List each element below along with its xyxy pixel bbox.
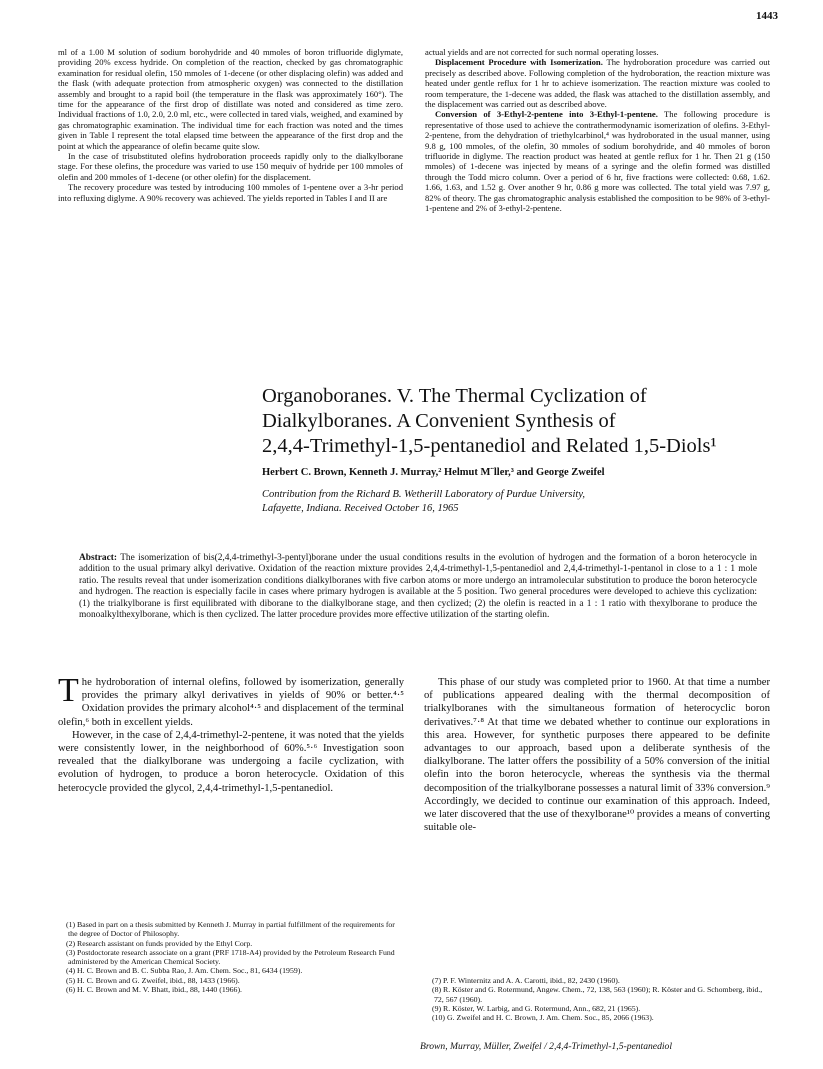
body-right-column bbox=[424, 676, 770, 834]
footnote: (4) H. C. Brown and B. C. Subba Rao, J. Am. Chem. Soc., 81, 6434 (1959). bbox=[66, 966, 303, 976]
affiliation bbox=[262, 488, 722, 516]
footnote: (5) H. C. Brown and G. Zweifel, ibid., 88, 1433 (1966). bbox=[66, 975, 240, 985]
title-line: Organoboranes. V. The Thermal Cyclization of bbox=[262, 385, 647, 407]
experimental-right-column bbox=[425, 47, 770, 214]
title-line: Dialkylboranes. A Convenient Synthesis of bbox=[262, 410, 616, 432]
footnote: (8) R. Köster and G. Rotermund, Angew. Chem., 72, 138, 563 (1960); R. Köster and G. Schomberg, ibid., 72, 567 (1960). bbox=[432, 985, 763, 1004]
paragraph: However, in the case of 2,4,4-trimethyl-2-pentene, it was noted that the yields were consistently lower, in the neighborhood of 60%.⁵·⁶ Investigation soon revealed that the dialkylborane was undergoing a facile cyclization, with evolution of hydrogen, to produce a boron heterocycle. Oxidation of this heterocycle provided the glycol, 2,4,4-trimethyl-1,5-pentanediol. bbox=[58, 729, 404, 794]
affiliation-line: Contribution from the Richard B. Wetherill Laboratory of Purdue University, bbox=[262, 489, 586, 500]
abstract-text: The isomerization of bis(2,4,4-trimethyl-3-pentyl)borane under the usual conditions results in the evolution of hydrogen and the formation of a boron heterocycle in addition to the usual primary alkyl derivative. Oxidation of the reaction mixture provides 2,4,4-trimethyl-1,5-pentanediol and 2,4,4-trimethyl-1-pentanol in close to a 1 : 1 mole ratio. The results reveal that under isomerization conditions dialkylboranes with five carbon atoms or more undergo an intramolecular substitution to produce the boron heterocycle and hydrogen. The reaction is especially facile in cases where primary hydrogen is available at the 5 position. Two general procedures were developed to achieve this cyclization: (1) the trialkylborane is first equilibrated with diborane to the dialkylborane stage, and then cyclized; (2) the olefin is reacted in a 1 : 1 ratio with thexylborane to produce the monoalkylthexylborane, which is then cyclized. The latter procedure provides more effective utilization of the starting olefin. bbox=[79, 553, 757, 621]
page-number: 1443 bbox=[756, 10, 778, 22]
abstract-label: Abstract: bbox=[79, 553, 118, 563]
drop-cap: T bbox=[58, 672, 79, 709]
paragraph: The recovery procedure was tested by introducing 100 mmoles of 1-pentene over a 3-hr period into refluxing diglyme. A 90% recovery was achieved. The yields reported in Tables I and II are bbox=[58, 182, 403, 203]
footnote: (7) P. F. Winternitz and A. A. Carotti, ibid., 82, 2430 (1960). bbox=[432, 976, 620, 985]
affiliation-line: Lafayette, Indiana. Received October 16, 1965 bbox=[262, 503, 459, 514]
footnote: (6) H. C. Brown and M. V. Bhatt, ibid., 88, 1440 (1966). bbox=[66, 985, 243, 995]
author-list: Herbert C. Brown, Kenneth J. Murray,² Helmut M¨ller,³ and George Zweifel bbox=[262, 467, 605, 478]
paragraph-text: he hydroboration of internal olefins, followed by isomerization, generally provides the primary alkyl derivatives in yields of 90% or better.⁴·⁵ Oxidation provides the primary alcohol⁴·⁵ and displacement of the terminal olefin,⁶ both in excellent yields. bbox=[58, 677, 404, 728]
running-footer: Brown, Murray, Müller, Zweifel / 2,4,4-Trimethyl-1,5-pentanediol bbox=[420, 1041, 672, 1052]
abstract bbox=[79, 553, 757, 621]
paragraph-text: The following procedure is representative of those used to achieve the contrathermodynamic isomerization of olefins. 3-Ethyl-2-pentene, from the dehydration of triethylcarbinol,⁴ was hydroborated in the usual manner, using 9.8 g, 100 mmoles, of the olefin, 30 mmoles of sodium borohydride, and 40 mmoles of boron trifluoride in diglyme. The reaction product was heated at gentle reflux for 1 hr. Then 21 g (150 mmoles) of 1-decene was injected by means of a syringe and the olefin formed was distilled through the Todd micro column. Over a period of 6 hr, five fractions were collected: 0.68, 1.62. 1.66, 1.63, and 1.52 g. Over another 9 hr, 0.86 g more was collected. The total yield was 7.97 g, 82% of theory. The gas chromatographic analysis established the composition to be 98% of 3-ethyl-1-pentene and 2% of 3-ethyl-2-pentene. bbox=[425, 109, 770, 214]
footnote: (9) R. Köster, W. Larbig, and G. Rotermund, Ann., 682, 21 (1965). bbox=[432, 1003, 641, 1013]
paragraph bbox=[425, 109, 770, 213]
footnote: (2) Research assistant on funds provided by the Ethyl Corp. bbox=[66, 938, 253, 948]
experimental-left-column bbox=[58, 47, 403, 203]
body-left-column bbox=[58, 672, 404, 795]
article-title bbox=[262, 384, 782, 459]
paragraph: ml of a 1.00 M solution of sodium borohydride and 40 mmoles of boron trifluoride diglymate, providing 20% excess hydride. On completion of the reaction, checked by gas chromatographic examination for residual olefin, 150 mmoles of 1-decene (or other displacing olefin) was added and the flask (with adequate protection from atmospheric oxygen) was connected to the distillation assembly and brought to a rapid boil (the temperature in the flask was approximately 160°). The time for the appearance of the first drop of distillate was noted and considered as time zero. Individual fractions of 1.0, 2.0, 2.0 ml, etc., were collected in tared vials, weighed, and examined by gas chromatographic examination. The individual time for each fraction was noted and the times given in Table I represent the total elapsed time between the appearance of the first drop and the point at which the appearance of olefin became quite slow. bbox=[58, 47, 403, 151]
footnote: (3) Postdoctorate research associate on a grant (PRF 1718-A4) provided by the Petroleum Research Fund administered by the American Chemical Society. bbox=[66, 947, 395, 967]
footnote: (1) Based in part on a thesis submitted by Kenneth J. Murray in partial fulfillment of the requirements for the degree of Doctor of Philosophy. bbox=[66, 920, 395, 939]
paragraph bbox=[425, 57, 770, 109]
section-heading: Conversion of 3-Ethyl-2-pentene into 3-Ethyl-1-pentene. bbox=[435, 109, 658, 120]
paragraph: actual yields and are not corrected for such normal operating losses. bbox=[425, 47, 659, 57]
footnotes-right bbox=[424, 976, 770, 1022]
footnote: (10) G. Zweifel and H. C. Brown, J. Am. Chem. Soc., 85, 2066 (1963). bbox=[432, 1013, 654, 1023]
paragraph: In the case of trisubstituted olefins hydroboration proceeds rapidly only to the dialkylborane stage. For these olefins, the procedure was varied to use 150 mequiv of hydride per 100 mmoles of olefin and 200 mmoles of 1-decene (or other olefin) for the displacement. bbox=[58, 151, 403, 182]
paragraph-text: The hydroboration procedure was carried out precisely as described above. Following completion of the hydroboration, the reaction mixture was heated under gentle reflux for 1 hr to achieve isomerization. The reaction mixture was cooled to room temperature, the 1-decene was added, the flask was attached to the distillation assembly, and the displacement was carried out as described above. bbox=[425, 57, 770, 110]
section-heading: Displacement Procedure with Isomerization. bbox=[435, 57, 603, 68]
paragraph: This phase of our study was completed prior to 1960. At that time a number of publications appeared dealing with the thermal decomposition of trialkylboranes with the simultaneous formation of heterocyclic boron derivatives.⁷·⁸ At that time we debated whether to continue our explorations in this area. However, for synthetic purposes there appeared to be definite advantages to our approach, based upon a deliberate synthesis of the dialkylborane. The latter offers the possibility of a 50% conversion of the initial olefin into the boron heterocycle, whereas the synthesis via the thermal decomposition of the trialkylborane possesses a natural limit of 33% conversion.⁹ Accordingly, we decided to continue our examination of this approach. Indeed, we later discovered that the use of thexylborane¹⁰ provides a means of converting suitable ole- bbox=[424, 677, 770, 834]
footnotes-left bbox=[58, 920, 404, 994]
paragraph bbox=[58, 672, 404, 729]
title-line: 2,4,4-Trimethyl-1,5-pentanediol and Related 1,5-Diols¹ bbox=[262, 435, 717, 457]
